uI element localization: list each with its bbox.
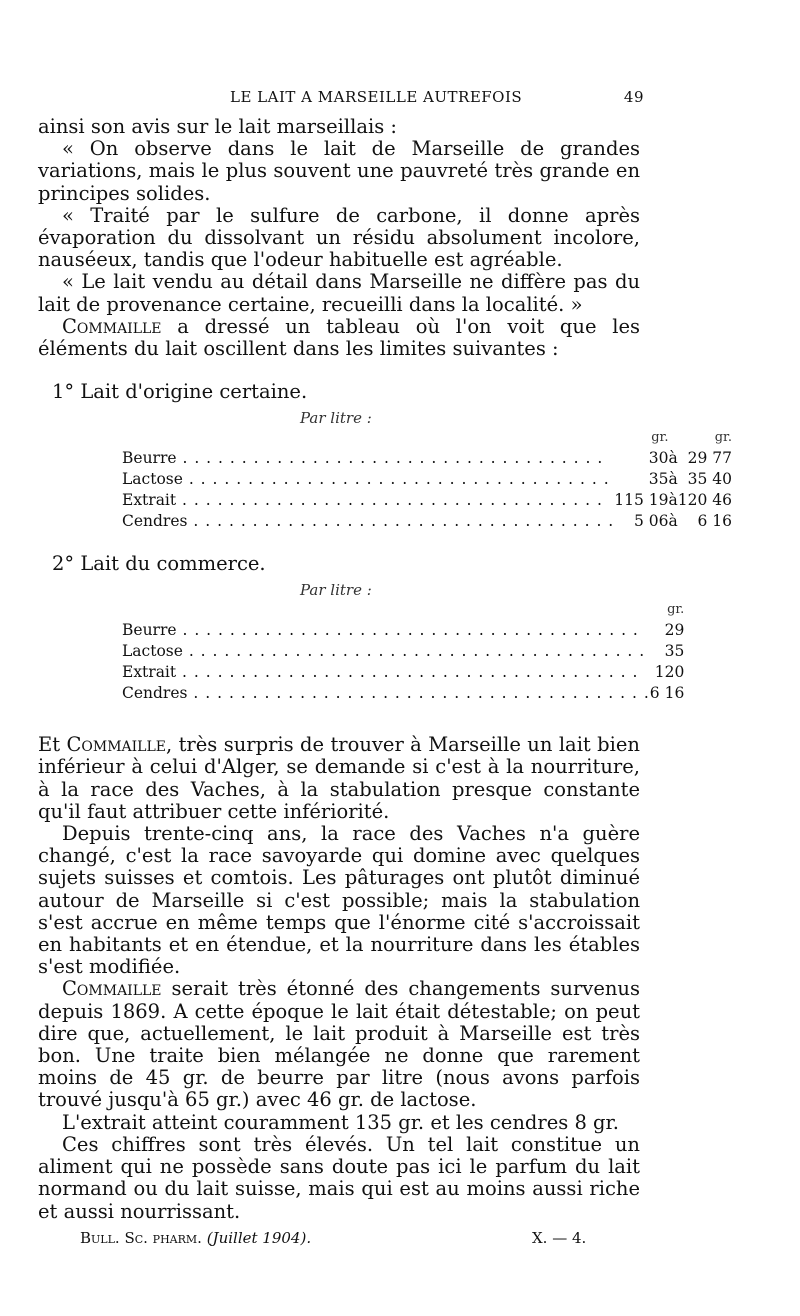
table-row — [122, 448, 732, 469]
journal-issue: (Juillet 1904). — [206, 1228, 312, 1247]
section-title-origin: 1° Lait d'origine certaine. — [52, 380, 308, 404]
paragraph-depuis: Depuis trente-cinq ans, la race des Vaches n'a guère changé, c'est la race savoyarde qui domine avec quelques sujets suisses et comtois. Les pâturages ont plutôt diminué autour de Marseille si c'est possible; mais la stabulation s'est accrue en même temps que l'énorme cité s'accroissait en habitants et en étendue, et la nourriture dans les étables s'est modifiée. — [38, 822, 640, 979]
paragraph-extrait: L'extrait atteint couramment 135 gr. et les cendres 8 gr. — [62, 1110, 619, 1134]
unit-min: gr. — [651, 430, 669, 446]
running-head — [38, 88, 644, 116]
commaille-intro-text: a dressé un tableau où l'on voit que les éléments du lait oscillent dans les limites suivantes : — [38, 314, 640, 361]
page-number: 49 — [623, 88, 644, 106]
row-max: 6 16 — [697, 512, 732, 531]
row-separator: à — [668, 449, 678, 468]
row-label: Lactose . . . — [122, 469, 614, 490]
et-commaille-text: , très surpris de trouver à Marseille un lait bien inférieur à celui d'Alger, se demande si c'est à la nourriture, à la race des Vaches, à la stabulation presque constante qu'il faut attribuer cette infériorité. — [38, 733, 640, 823]
section-title-commerce: 2° Lait du commerce. — [52, 552, 266, 576]
journal-name: Bull. Sc. pharm. — [80, 1228, 202, 1247]
author-name: Commaille — [66, 733, 166, 757]
row-label: Extrait . . . — [122, 662, 650, 683]
journal-reference — [80, 1229, 311, 1247]
row-min: 35 — [648, 470, 669, 489]
paragraph-commaille-serait — [38, 978, 640, 1111]
row-label: Extrait . . . — [122, 490, 614, 511]
table-row — [122, 662, 684, 683]
quote-paragraph-2: « Traité par le sulfure de carbone, il donne après évaporation du dissolvant un résidu absolument incolore, nauséeux, tandis que l'odeur habituelle est agréable. — [38, 203, 640, 272]
row-value: 35 — [664, 642, 685, 661]
row-value: 6 16 — [649, 684, 685, 703]
signature-mark: X. — 4. — [532, 1228, 587, 1247]
unit-value: gr. — [667, 602, 685, 618]
page-footer — [38, 1229, 640, 1251]
commaille-serait-text: serait très étonné des changements survenus depuis 1869. A cette époque le lait était détestable; on peut dire que, actuellement, le lait produit à Marseille est très bon. Une traite bien mélangée ne donne que rarement moins de 45 gr. de beurre par litre (nous avons parfois trouvé jusqu'à 65 gr.) avec 46 gr. de lactose. — [38, 977, 640, 1112]
table-row — [122, 620, 684, 641]
row-min: 115 19 — [614, 491, 669, 510]
author-name: Commaille — [62, 314, 162, 338]
paragraph-opening: ainsi son avis sur le lait marseillais : — [38, 115, 397, 138]
par-litre-caption-1: Par litre : — [300, 409, 372, 428]
et-word: Et — [38, 733, 67, 757]
paragraph-et-commaille — [38, 734, 640, 823]
quote-paragraph-3: « Le lait vendu au détail dans Marseille ne diffère pas du lait de provenance certaine, recueilli dans la localité. » — [38, 270, 640, 316]
row-max: 120 46 — [677, 491, 732, 510]
document-page — [38, 88, 732, 1251]
paragraph-chiffres: Ces chiffres sont très élevés. Un tel lait constitue un aliment qui ne possède sans doute pas ici le parfum du lait normand ou du lait suisse, mais qui est au moins aussi riche et aussi nourrissant. — [38, 1132, 640, 1223]
row-min: 5 06 — [633, 512, 669, 531]
table-unit-row — [122, 599, 684, 620]
row-min: 30 — [648, 449, 669, 468]
paragraph-commaille-table-intro — [38, 316, 640, 360]
composition-table-origin — [122, 427, 732, 532]
row-value: 29 — [664, 621, 685, 640]
table-row — [122, 641, 684, 662]
row-separator: à — [668, 512, 678, 531]
row-max: 29 77 — [687, 449, 732, 468]
table-unit-row — [122, 427, 732, 448]
table-row — [122, 490, 732, 511]
composition-table-commerce — [122, 599, 684, 704]
quote-paragraph-1: « On observe dans le lait de Marseille de grandes variations, mais le plus souvent une pauvreté très grande en principes solides. — [38, 137, 640, 205]
row-label: Beurre . . . — [122, 448, 614, 469]
row-separator: à — [668, 491, 678, 510]
row-label: Lactose . . . — [122, 641, 650, 662]
row-label: Cendres . . . — [122, 511, 614, 532]
table-row — [122, 469, 732, 490]
row-max: 35 40 — [687, 470, 732, 489]
unit-max: gr. — [714, 430, 732, 446]
row-label: Beurre . . . — [122, 620, 650, 641]
table-row — [122, 683, 684, 704]
author-name: Commaille — [62, 977, 162, 1001]
running-title: LE LAIT A MARSEILLE AUTREFOIS — [230, 88, 523, 106]
table-row — [122, 511, 732, 532]
par-litre-caption-2: Par litre : — [300, 581, 372, 600]
row-label: Cendres . . . — [122, 683, 650, 704]
row-value: 120 — [654, 663, 685, 682]
row-separator: à — [668, 470, 678, 489]
